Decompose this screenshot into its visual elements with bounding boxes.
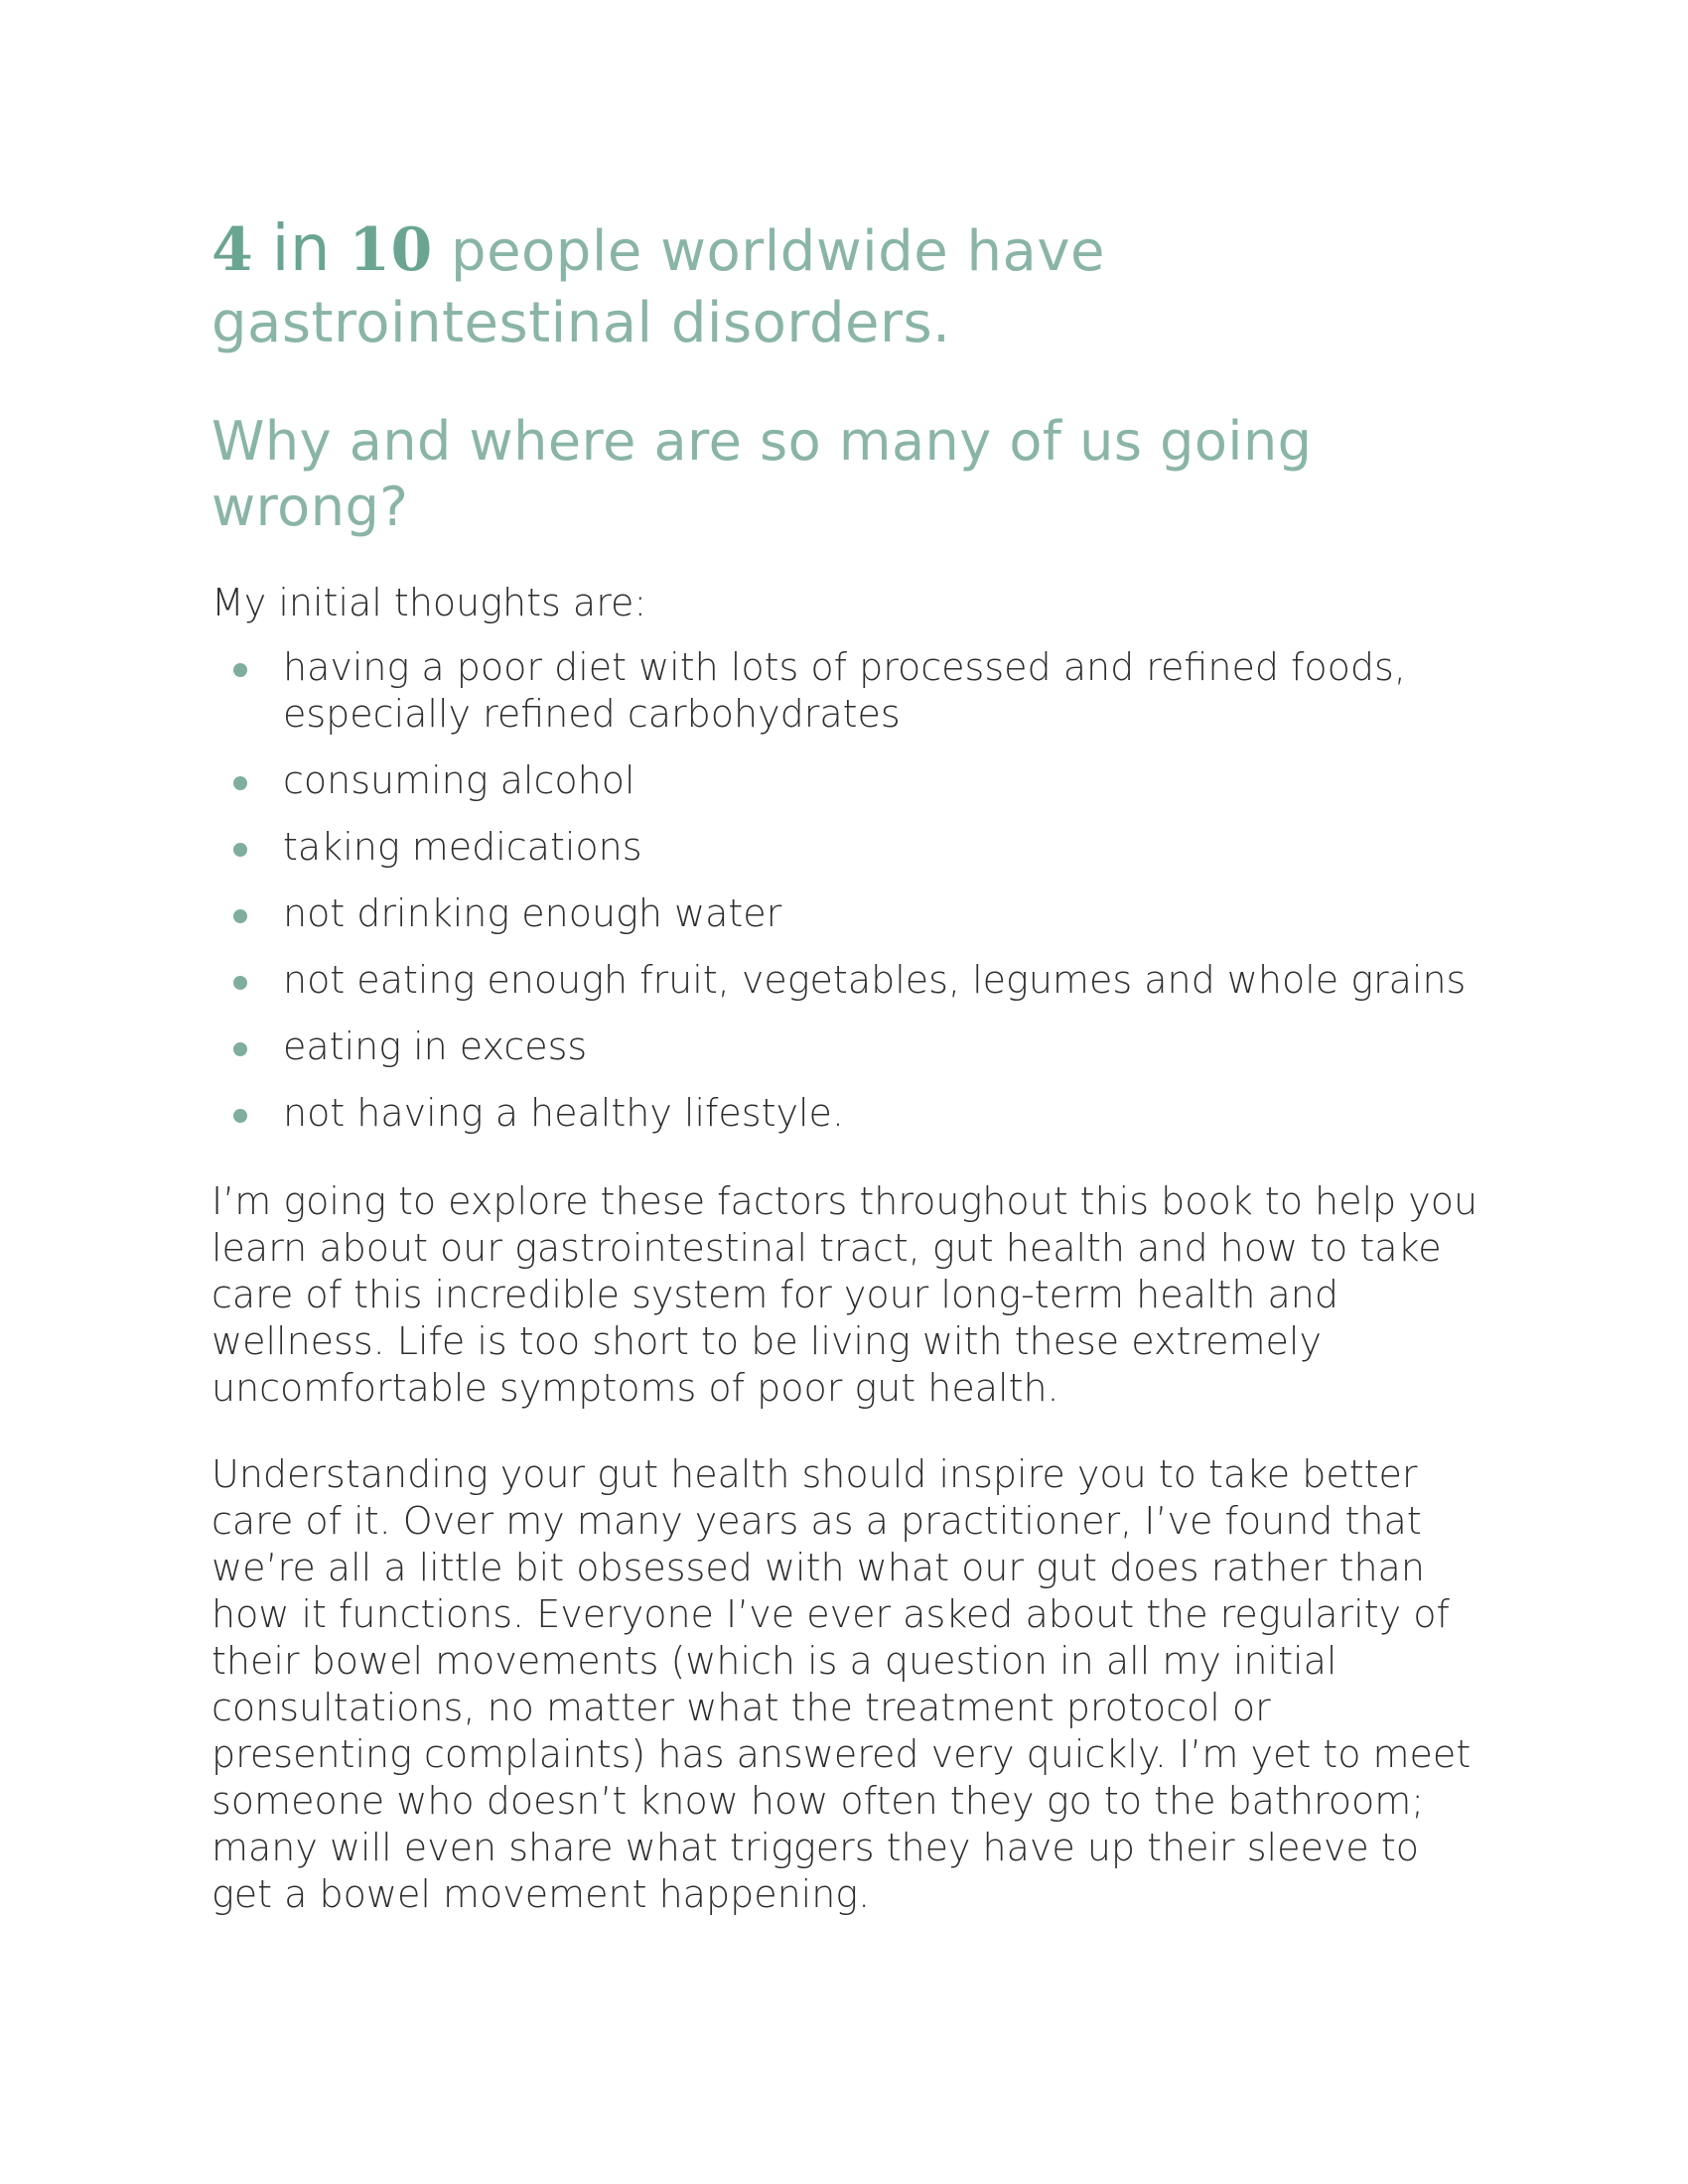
body-paragraph-1: I’m going to explore these factors throughout this book to help you learn about our gastrointestinal tract, gut health and how to take care of this incredible system for your long-term health and wellness. Life is too short to be living with these extremely uncomfortable symptoms of poor gut health. (211, 1179, 1478, 1410)
list-item-text: not having a healthy lifestyle. (283, 1091, 844, 1135)
body-paragraph-2: Understanding your gut health should inspire you to take better care of it. Over my many years as a practitioner, I’ve found that we’re all a little bit obsessed with what our gut does rather than how it functions. Everyone I’ve ever asked about the regularity of their bowel movements (which is a question in all my initial consultations, no matter what the treatment protocol or presenting complaints) has answered very quickly. I’m yet to meet someone who doesn’t know how often they go to the bathroom; many will even share what triggers they have up their sleeve to get a bowel movement happening. (211, 1452, 1472, 1916)
bullet-dot-icon (233, 843, 247, 857)
list-item-text: eating in excess (283, 1024, 588, 1068)
list-item (211, 824, 1482, 871)
bullet-dot-icon (233, 663, 247, 677)
bullet-dot-icon (233, 776, 247, 790)
headline-stat-number: 4 (211, 215, 254, 285)
list-item-text: having a poor diet with lots of processed and refined foods, especially refined carbohydrates (283, 645, 1406, 736)
list-item (211, 1090, 1482, 1137)
list-item-text: taking medications (283, 825, 642, 869)
list-item (211, 957, 1482, 1004)
intro-text: My initial thoughts are: (211, 581, 647, 624)
bullet-dot-icon (233, 1109, 247, 1123)
list-item-text: not eating enough fruit, vegetables, legumes and whole grains (283, 958, 1467, 1002)
bullet-dot-icon (233, 976, 247, 990)
list-item (211, 1024, 1482, 1070)
bullet-list (211, 644, 1482, 1137)
list-item-text: consuming alcohol (283, 758, 635, 802)
headline-text-line2: gastrointestinal disorders. (211, 291, 951, 355)
list-item (211, 644, 1482, 738)
headline-stat-in: in (271, 212, 331, 286)
bullet-dot-icon (233, 909, 247, 923)
headline-stat-total: 10 (349, 215, 433, 285)
list-item-text: not drinking enough water (283, 891, 782, 935)
list-item (211, 757, 1482, 804)
headline (211, 213, 1482, 359)
list-item (211, 890, 1482, 937)
bullet-dot-icon (233, 1042, 247, 1056)
subheadline: Why and where are so many of us going wrong? (211, 410, 1313, 538)
headline-text-line1: people worldwide have (451, 219, 1105, 284)
document-page (211, 213, 1482, 1918)
